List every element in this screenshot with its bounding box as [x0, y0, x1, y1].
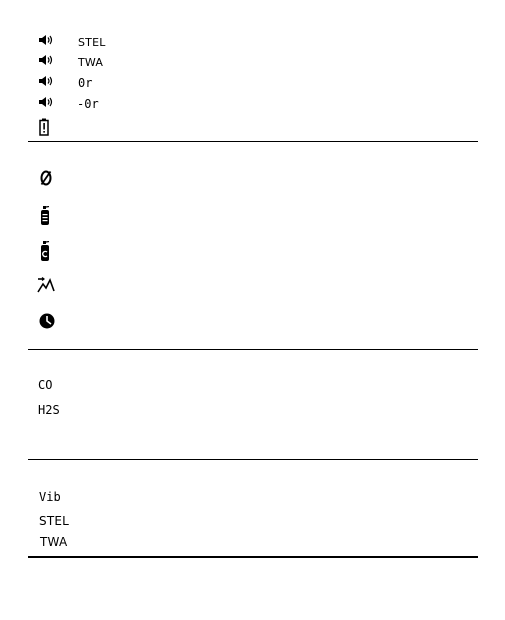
clock-icon: [39, 313, 55, 329]
speaker-icon: [38, 75, 54, 87]
section-divider: [28, 459, 478, 460]
zero-icon: [39, 170, 53, 186]
alarm-label-stel: STEL: [78, 36, 106, 49]
bump-test-icon: [39, 206, 51, 226]
speaker-icon: [38, 96, 54, 108]
gas-label-co: CO: [38, 378, 53, 392]
section-divider: [28, 349, 478, 350]
stel-label: STEL: [39, 514, 70, 528]
gas-label-h2s: H2S: [38, 403, 60, 417]
alarm-label-negative-over-range: -0r: [77, 97, 99, 111]
section-divider: [28, 141, 478, 142]
vibration-label: Vib: [39, 490, 61, 504]
calibration-icon: [39, 241, 51, 262]
alarm-label-over-range: 0r: [78, 76, 93, 90]
alarm-label-twa: TWA: [78, 56, 104, 69]
battery-warning-icon: [39, 118, 49, 136]
twa-label: TWA: [40, 535, 68, 549]
speaker-icon: [38, 54, 54, 66]
peak-icon: [37, 277, 55, 293]
bottom-divider: [28, 556, 478, 558]
speaker-icon: [38, 34, 54, 46]
